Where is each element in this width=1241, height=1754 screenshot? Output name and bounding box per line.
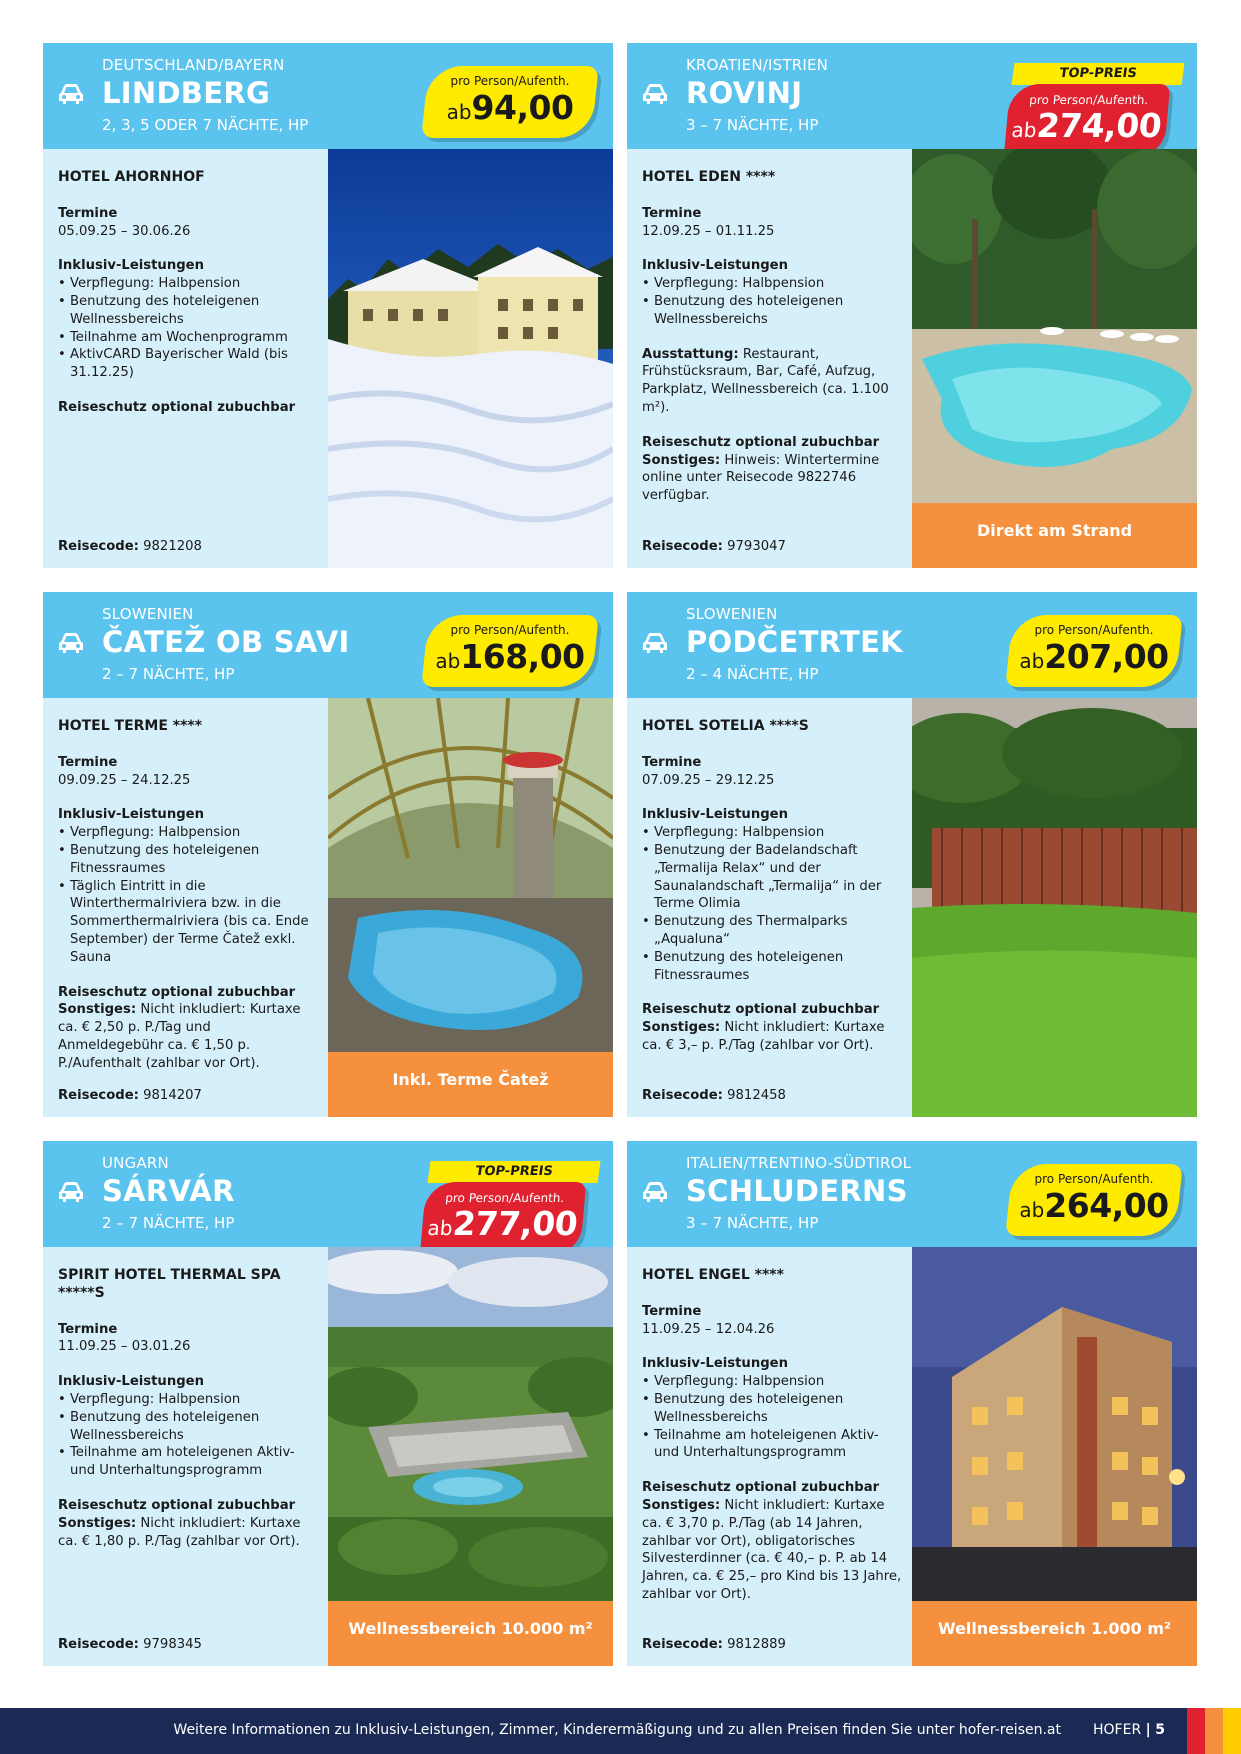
price-value: 274,00 xyxy=(1035,106,1163,145)
hotel-name: HOTEL SOTELIA ****S xyxy=(642,718,809,734)
sonstiges-text: Sonstiges: Nicht inkludiert: Kurtaxe ca. € 3,70 p. P./Tag (ab 14 Jahren, zahlbar vor Ort), obligatorisches Silvesterdinner (ca. € 40,– p. P. ab 14 Jahren, ca. € 25,– pro Kind bis 13 Jahre, zahlbar vor Ort). xyxy=(642,1497,902,1602)
inkl-item: • AktivCARD Bayerischer Wald (bis 31.12.25) xyxy=(58,347,288,381)
price-badge xyxy=(1009,1164,1179,1236)
offer-card-podcetrtek[interactable] xyxy=(627,592,1197,1117)
region-label: SLOWENIEN xyxy=(686,605,778,623)
price-prefix: ab xyxy=(1010,118,1038,142)
reiseschutz-note: Reiseschutz optional zubuchbar xyxy=(58,1497,296,1513)
inkl-item: • Benutzung des hoteleigenen Fitnessraumes xyxy=(58,842,260,876)
inkl-label: Inklusiv-Leistungen xyxy=(58,258,204,274)
offer-card-catez[interactable] xyxy=(43,592,613,1117)
termine-value: 12.09.25 – 01.11.25 xyxy=(642,223,775,239)
inkl-item: • Verpflegung: Halbpension xyxy=(58,276,241,292)
page-brand: HOFER | 5 xyxy=(1093,1722,1165,1738)
highlight-banner: Wellnessbereich 1.000 m² xyxy=(912,1601,1197,1666)
offer-details xyxy=(627,698,912,1117)
car-icon xyxy=(641,83,669,105)
inkl-item: • Verpflegung: Halbpension xyxy=(642,276,825,292)
hotel-name: HOTEL EDEN **** xyxy=(642,169,776,185)
hotel-name: HOTEL ENGEL **** xyxy=(642,1267,784,1283)
highlight-banner: Direkt am Strand xyxy=(912,503,1197,568)
nights-label: 3 – 7 NÄCHTE, HP xyxy=(686,116,819,134)
hotel-photo-thermal-dome xyxy=(328,698,613,1052)
inkl-label: Inklusiv-Leistungen xyxy=(642,807,788,823)
inkl-item: • Benutzung des hoteleigenen Wellnessbereichs xyxy=(58,293,260,327)
car-icon xyxy=(57,632,85,654)
nights-label: 3 – 7 NÄCHTE, HP xyxy=(686,1214,819,1232)
car-icon xyxy=(641,1181,669,1203)
termine-value: 11.09.25 – 12.04.26 xyxy=(642,1321,775,1337)
car-icon xyxy=(57,1181,85,1203)
region-label: KROATIEN/ISTRIEN xyxy=(686,56,829,74)
price-value: 277,00 xyxy=(451,1204,579,1243)
destination-title: LINDBERG xyxy=(102,76,271,110)
inkl-label: Inklusiv-Leistungen xyxy=(642,1356,788,1372)
offer-card-lindberg[interactable] xyxy=(43,43,613,568)
termine-value: 07.09.25 – 29.12.25 xyxy=(642,772,775,788)
hotel-name: HOTEL AHORNHOF xyxy=(58,169,205,185)
reiseschutz-note: Reiseschutz optional zubuchbar xyxy=(642,1480,880,1496)
hotel-photo-pool xyxy=(912,149,1197,503)
inkl-item: • Benutzung des Thermalparks „Aqualuna“ xyxy=(642,914,848,947)
termine-value: 09.09.25 – 24.12.25 xyxy=(58,772,191,788)
destination-title: PODČETRTEK xyxy=(686,625,903,659)
price-per-label: pro Person/Aufenth. xyxy=(450,623,570,637)
inkl-item: • Benutzung des hoteleigenen Wellnessbereichs xyxy=(642,1391,844,1425)
termine-label: Termine xyxy=(58,205,118,221)
inkl-item: • Teilnahme am hoteleigenen Aktiv- und Unterhaltungsprogramm xyxy=(58,1445,295,1479)
nights-label: 2 – 7 NÄCHTE, HP xyxy=(102,1214,235,1232)
price-per-label: pro Person/Aufenth. xyxy=(1034,1172,1154,1186)
price-prefix: ab xyxy=(1019,649,1045,673)
nights-label: 2 – 4 NÄCHTE, HP xyxy=(686,665,819,683)
inkl-label: Inklusiv-Leistungen xyxy=(642,258,788,274)
offer-details xyxy=(43,149,328,568)
offer-header xyxy=(627,1141,1197,1247)
hotel-photo-aerial xyxy=(328,1247,613,1601)
price-prefix: ab xyxy=(446,100,472,124)
price-prefix: ab xyxy=(426,1216,454,1240)
reisecode: Reisecode: 9812889 xyxy=(642,1637,786,1652)
offer-card-sarvar[interactable] xyxy=(43,1141,613,1666)
termine-label: Termine xyxy=(58,754,118,770)
inkl-item: • Benutzung des hoteleigenen Wellnessbereichs xyxy=(58,1409,260,1443)
inkl-item: • Teilnahme am Wochenprogramm xyxy=(58,329,288,345)
offer-details xyxy=(43,1247,328,1666)
hotel-name: HOTEL TERME **** xyxy=(58,718,203,734)
region-label: SLOWENIEN xyxy=(102,605,194,623)
inkl-item: • Verpflegung: Halbpension xyxy=(642,1374,825,1390)
inkl-item: • Benutzung der Badelandschaft „Termalija Relax“ und der Saunalandschaft „Termalija“ in der Terme Olimia xyxy=(642,842,882,912)
destination-title: ROVINJ xyxy=(686,76,803,110)
footer-note: Weitere Informationen zu Inklusiv-Leistungen, Zimmer, Kinderermäßigung und zu allen Preisen finden Sie unter hofer-reisen.at xyxy=(173,1722,1061,1738)
destination-title: SCHLUDERNS xyxy=(686,1174,908,1208)
price-value: 94,00 xyxy=(471,88,574,127)
region-label: UNGARN xyxy=(102,1154,169,1172)
top-price-tag: TOP-PREIS xyxy=(1011,63,1184,85)
price-badge xyxy=(425,615,595,687)
offer-header xyxy=(627,592,1197,698)
destination-title: SÁRVÁR xyxy=(102,1174,235,1208)
price-per-label: pro Person/Aufenth. xyxy=(1028,93,1149,107)
price-value: 207,00 xyxy=(1044,637,1169,676)
offer-details xyxy=(43,698,328,1117)
ausstattung-text: Ausstattung: Restaurant, Frühstücksraum, Bar, Café, Aufzug, Parkplatz, Wellnessbereich (ca. 1.100 m²). xyxy=(642,346,889,415)
reisecode: Reisecode: 9812458 xyxy=(642,1088,786,1103)
nights-label: 2 – 7 NÄCHTE, HP xyxy=(102,665,235,683)
inkl-item: • Verpflegung: Halbpension xyxy=(58,825,241,841)
price-per-label: pro Person/Aufenth. xyxy=(1034,623,1154,637)
price-value: 168,00 xyxy=(460,637,585,676)
price-badge xyxy=(425,66,595,138)
nights-label: 2, 3, 5 ODER 7 NÄCHTE, HP xyxy=(102,116,309,134)
sonstiges-text: Sonstiges: Nicht inkludiert: Kurtaxe ca. € 2,50 p. P./Tag und Anmeldegebühr ca. € 1,50 p. P./Aufenthalt (zahlbar vor Ort). xyxy=(58,1002,301,1071)
inkl-item: • Benutzung des hoteleigenen Wellnessbereichs xyxy=(642,293,844,327)
reiseschutz-note: Reiseschutz optional zubuchbar xyxy=(58,399,296,415)
price-per-label: pro Person/Aufenth. xyxy=(450,74,570,88)
offer-header xyxy=(627,43,1197,149)
reisecode: Reisecode: 9793047 xyxy=(642,539,786,554)
sonstiges-text: Sonstiges: Nicht inkludiert: Kurtaxe ca. € 3,– p. P./Tag (zahlbar vor Ort). xyxy=(642,1020,885,1053)
offer-card-rovinj[interactable] xyxy=(627,43,1197,568)
price-value: 264,00 xyxy=(1044,1186,1169,1225)
reisecode: Reisecode: 9798345 xyxy=(58,1637,202,1652)
inkl-item: • Verpflegung: Halbpension xyxy=(642,825,825,841)
hotel-photo-snow xyxy=(328,149,613,568)
reisecode: Reisecode: 9821208 xyxy=(58,539,202,554)
offer-header xyxy=(43,43,613,149)
offer-details xyxy=(627,1247,912,1666)
termine-value: 11.09.25 – 03.01.26 xyxy=(58,1339,191,1355)
price-prefix: ab xyxy=(435,649,461,673)
brand-stripes xyxy=(1187,1708,1241,1754)
termine-value: 05.09.25 – 30.06.26 xyxy=(58,223,191,239)
inkl-label: Inklusiv-Leistungen xyxy=(58,1374,204,1390)
hotel-photo-night xyxy=(912,1247,1197,1601)
top-price-tag: TOP-PREIS xyxy=(427,1161,600,1183)
offer-header xyxy=(43,1141,613,1247)
destination-title: ČATEŽ OB SAVI xyxy=(102,625,350,659)
termine-label: Termine xyxy=(58,1321,118,1337)
sonstiges-text: Sonstiges: Hinweis: Wintertermine online unter Reisecode 9822746 verfügbar. xyxy=(642,452,880,504)
reiseschutz-note: Reiseschutz optional zubuchbar xyxy=(58,984,296,1000)
brand-name: HOFER xyxy=(1093,1722,1142,1738)
hotel-photo-forest xyxy=(912,698,1197,1117)
highlight-banner: Inkl. Terme Čatež xyxy=(328,1052,613,1117)
offer-header xyxy=(43,592,613,698)
price-per-label: pro Person/Aufenth. xyxy=(444,1191,565,1205)
region-label: DEUTSCHLAND/BAYERN xyxy=(102,56,285,74)
sonstiges-text: Sonstiges: Nicht inkludiert: Kurtaxe ca. € 1,80 p. P./Tag (zahlbar vor Ort). xyxy=(58,1515,301,1549)
reisecode: Reisecode: 9814207 xyxy=(58,1088,202,1103)
price-prefix: ab xyxy=(1019,1198,1045,1222)
page-number: 5 xyxy=(1155,1722,1165,1738)
highlight-banner: Wellnessbereich 10.000 m² xyxy=(328,1601,613,1666)
car-icon xyxy=(641,632,669,654)
price-badge xyxy=(1004,84,1170,158)
car-icon xyxy=(57,83,85,105)
inkl-item: • Täglich Eintritt in die Winterthermalriviera bzw. in die Sommerthermalriviera (bis ca. Ende September) der Terme Čatež exkl. Sauna xyxy=(58,878,309,965)
hotel-name: SPIRIT HOTEL THERMAL SPA *****S xyxy=(58,1267,281,1301)
termine-label: Termine xyxy=(642,1303,702,1319)
price-badge xyxy=(420,1182,586,1256)
reiseschutz-note: Reiseschutz optional zubuchbar xyxy=(642,434,880,450)
offer-details xyxy=(627,149,912,568)
page-footer xyxy=(0,1708,1241,1754)
inkl-item: • Verpflegung: Halbpension xyxy=(58,1391,241,1407)
inkl-item: • Teilnahme am hoteleigenen Aktiv- und Unterhaltungsprogramm xyxy=(642,1427,879,1461)
region-label: ITALIEN/TRENTINO-SÜDTIROL xyxy=(686,1154,912,1172)
termine-label: Termine xyxy=(642,205,702,221)
termine-label: Termine xyxy=(642,754,702,770)
price-badge xyxy=(1009,615,1179,687)
inkl-label: Inklusiv-Leistungen xyxy=(58,807,204,823)
reiseschutz-note: Reiseschutz optional zubuchbar xyxy=(642,1002,880,1018)
offer-card-schluderns[interactable] xyxy=(627,1141,1197,1666)
inkl-item: • Benutzung des hoteleigenen Fitnessraumes xyxy=(642,949,844,983)
